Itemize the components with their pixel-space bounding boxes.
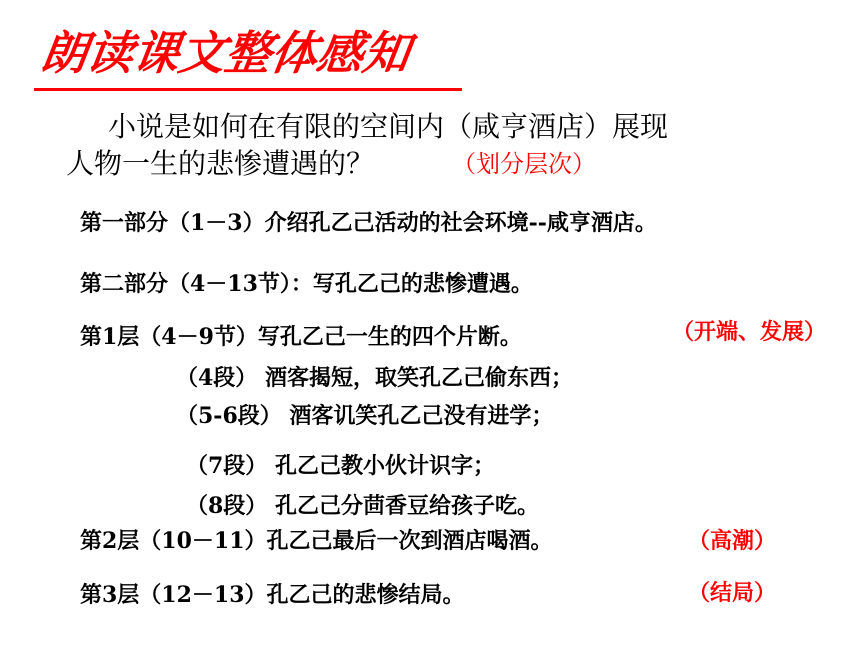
layer-one: 第1层（4－9节）写孔乙己一生的四个片断。 [80, 324, 522, 350]
layer-two-tag: （高潮） [688, 528, 777, 554]
question-hint: （划分层次） [452, 150, 596, 178]
slide-title: 朗读课文整体感知 [37, 26, 414, 80]
list-item: （4段） 酒客揭短，取笑孔乙己偷东西； [176, 365, 573, 391]
list-item: （7段） 孔乙己教小伙计识字； [186, 453, 495, 479]
layer-three-tag: （结局） [688, 580, 777, 606]
part-two: 第二部分（4－13节）：写孔乙己的悲惨遭遇。 [80, 271, 533, 297]
list-item: （5-6段） 酒客讥笑孔乙己没有进学； [176, 403, 554, 429]
layer-two: 第2层（10－11）孔乙己最后一次到酒店喝酒。 [80, 528, 553, 554]
list-item: （8段） 孔乙己分茴香豆给孩子吃。 [186, 493, 539, 519]
title-underline [34, 88, 462, 91]
question-line-2: 人物一生的悲惨遭遇的？ [66, 147, 375, 180]
question-line-1: 小说是如何在有限的空间内（咸亨酒店）展现 [108, 110, 669, 143]
layer-three: 第3层（12－13）孔乙己的悲惨结局。 [80, 582, 465, 608]
part-one: 第一部分（1－3）介绍孔乙己活动的社会环境--咸亨酒店。 [80, 210, 657, 236]
layer-one-tag: （开端、发展） [672, 319, 827, 345]
